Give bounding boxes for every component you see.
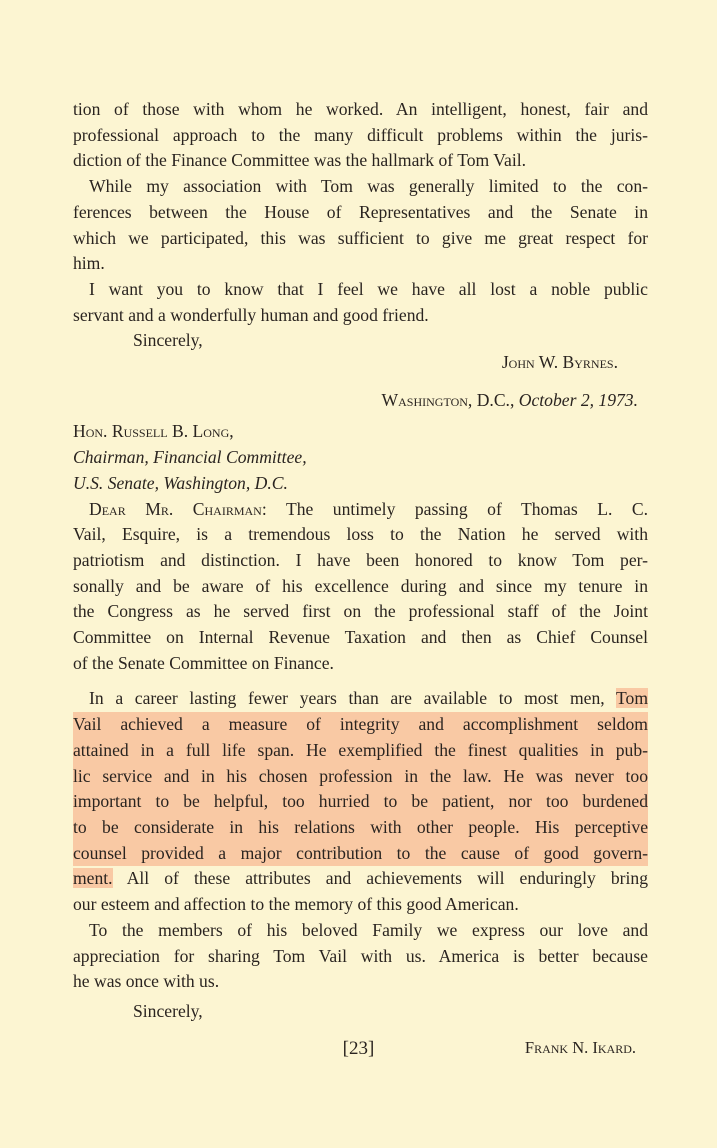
- page-number: [23]: [342, 1038, 375, 1059]
- text-line: diction of the Finance Committee was the hallmark of Tom Vail.: [73, 150, 527, 171]
- greeting: Dear Mr. Chairman:: [89, 498, 267, 519]
- letter2-signature: Frank N. Ikard.: [524, 1037, 636, 1057]
- text-fragment: In a career lasting fewer years than are available to most men,: [89, 688, 616, 709]
- text-line: [73, 497, 648, 523]
- text-line: our esteem and affection to the memory of this good American.: [73, 894, 519, 915]
- letter2-paragraph-1: [73, 497, 648, 677]
- recipient-block: [73, 419, 648, 496]
- letter2-paragraph-2: [73, 686, 648, 917]
- text-line: of the Senate Committee on Finance.: [73, 652, 334, 673]
- text-line: ferences between the House of Representatives and the Senate in: [73, 201, 648, 222]
- highlighted-line: to be considerate in his relations with other people. His perceptive: [73, 815, 648, 841]
- letter2-paragraph-3: [73, 918, 648, 995]
- letter2-closing: Sincerely,: [133, 1000, 203, 1021]
- text-line: appreciation for sharing Tom Vail with us. America is better because: [73, 945, 648, 966]
- highlighted-text: Tom: [616, 688, 648, 709]
- text-line: servant and a wonderfully human and good friend.: [73, 304, 429, 325]
- text-line: [73, 866, 648, 892]
- document-page: [73, 97, 648, 1060]
- highlighted-text: ment.: [73, 868, 113, 889]
- letter1-signature: John W. Byrnes.: [501, 352, 618, 373]
- text-line: sonally and be aware of his excellence during and since my tenure in: [73, 575, 648, 596]
- highlighted-line: attained in a full life span. He exemplified the finest qualities in pub-: [73, 738, 648, 764]
- text-line: To the members of his beloved Family we express our love and: [89, 919, 648, 940]
- highlighted-line: important to be helpful, too hurried to be patient, nor too burdened: [73, 789, 648, 815]
- text-line: he was once with us.: [73, 971, 220, 992]
- text-line: [73, 686, 648, 712]
- dateline-date: October 2, 1973.: [518, 389, 638, 410]
- text-line: I want you to know that I feel we have all lost a noble public: [89, 278, 648, 299]
- highlighted-line: counsel provided a major contribution to the cause of good govern-: [73, 841, 648, 867]
- text-line: Vail, Esquire, is a tremendous loss to the Nation he served with: [73, 524, 648, 545]
- dateline-place: Washington, D.C.,: [381, 389, 515, 410]
- text-line: the Congress as he served first on the professional staff of the Joint: [73, 601, 648, 622]
- text-line: professional approach to the many difficult problems within the juris-: [73, 124, 648, 145]
- text-line: him.: [73, 253, 105, 274]
- dateline: [73, 388, 648, 414]
- letter1-closing: Sincerely,: [133, 330, 203, 351]
- text-fragment: All of these attributes and achievements will enduringly bring: [112, 868, 648, 889]
- recipient-title: Chairman, Financial Committee,: [73, 447, 307, 468]
- highlighted-line: lic service and in his chosen profession in the law. He was never too: [73, 764, 648, 790]
- text-fragment: The untimely passing of Thomas L. C.: [266, 498, 649, 519]
- text-line: While my association with Tom was generally limited to the con-: [89, 176, 648, 197]
- letter1-paragraph-2: [73, 174, 648, 277]
- recipient-name: Hon. Russell B. Long,: [73, 421, 234, 442]
- text-line: which we participated, this was sufficient to give me great respect for: [73, 227, 648, 248]
- letter1-paragraph-3: [73, 277, 648, 328]
- letter1-continuation: [73, 97, 648, 174]
- text-line: tion of those with whom he worked. An intelligent, honest, fair and: [73, 99, 648, 119]
- recipient-address: U.S. Senate, Washington, D.C.: [73, 472, 288, 493]
- text-line: Committee on Internal Revenue Taxation and then as Chief Counsel: [73, 627, 648, 648]
- text-line: patriotism and distinction. I have been honored to know Tom per-: [73, 549, 648, 570]
- highlighted-line: Vail achieved a measure of integrity and accomplishment seldom: [73, 712, 648, 738]
